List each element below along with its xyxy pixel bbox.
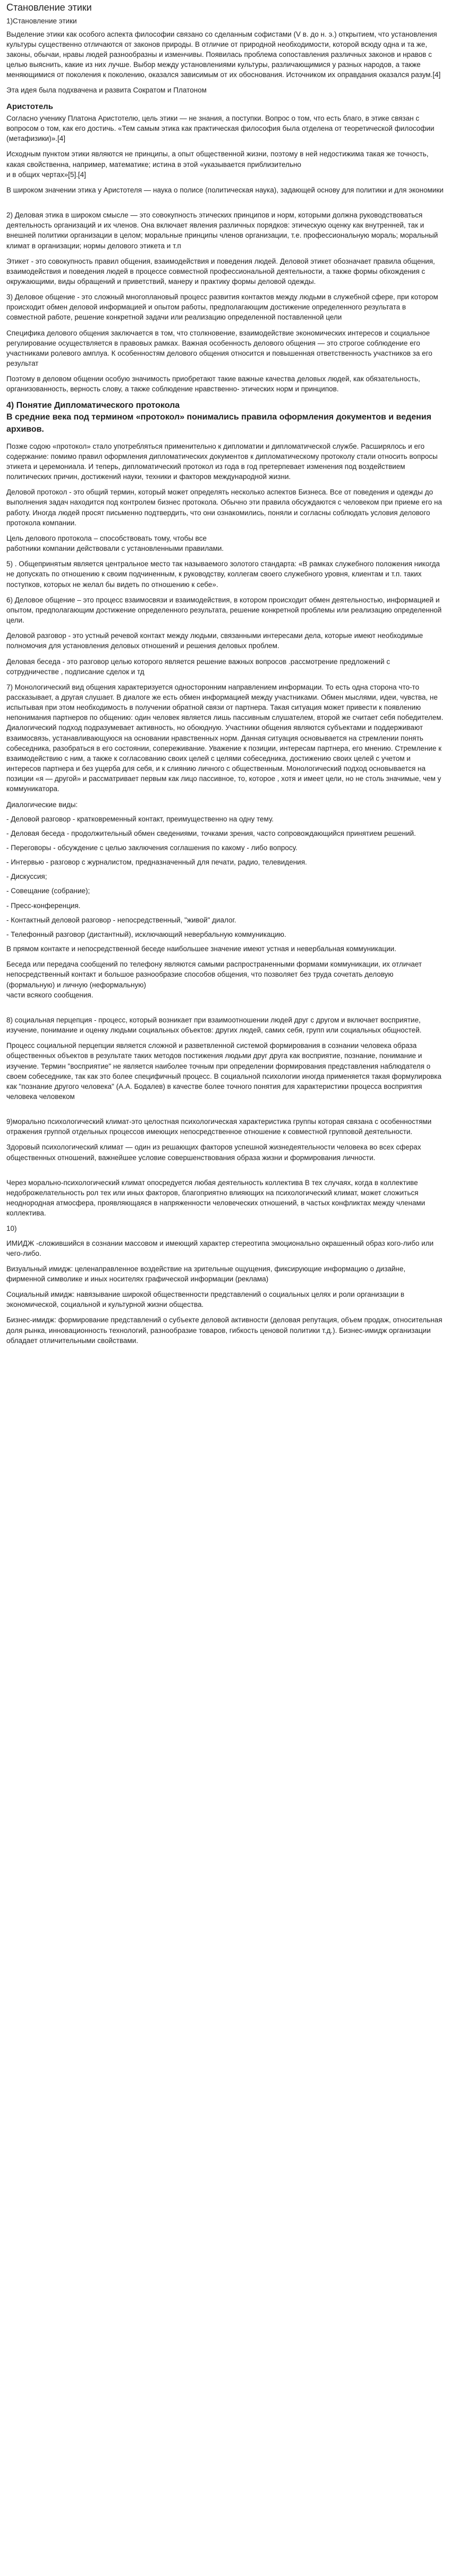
paragraph: Визуальный имидж: целенаправленное воздействие на зрительные ощущения, фиксирующие информацию о дизайне, фирменной символике и иных носителях графической информации (реклама) [6, 1264, 406, 1283]
paragraph: В прямом контакте и непосредственной беседе наибольшее значение имеют устная и невербальная коммуникации. [6, 945, 396, 953]
paragraph: Исходным пунктом этики являются не принципы, а опыт общественной жизни, поэтому в ней недостижима такая же точность, какая свойственна, например, математике; истина в этой «указывается приблизительно и в общих чертах»[5].[4] [6, 150, 429, 179]
list-item: - Телефонный разговор (дистантный), исключающий невербальную коммуникацию. [6, 930, 286, 938]
paragraph: Деловой разговор - это устный речевой контакт между людьми, связанными интересами дела, которые имеют необходимые полномочия для установления деловых отношений и решения деловых проблем. [6, 632, 423, 650]
image-section [6, 1238, 444, 1346]
paragraph: Беседа или передача сообщений по телефону являются самыми распространенными формами коммуникации, их отличает непосредственный контакт и большое разнообразие способов общения, что позволяет без труда сочетать деловую (формальную) и личную (неформальную) части всякого сообщения. [6, 960, 422, 999]
paragraph: Этикет - это совокупность правил общения, взаимодействия и поведения людей. Деловой этикет обозначает правила общения, взаимодействия и поведения людей в процессе совместной профессиональной деятельности, а также формы обхождения с окружающими, виды обращений и приветствий, манеру и практику формы деловой одежды. [6, 257, 435, 286]
paragraph: Деловая беседа - это разговор целью которого является решение важных вопросов .рассмотрение предложений с сотрудничестве , подписание сделок и тд [6, 657, 390, 676]
dialog-heading: Диалогические виды: [6, 800, 78, 809]
business-ethics-section [6, 210, 444, 395]
list-item: - Контактный деловой разговор - непосредственный, "живой" диалог. [6, 916, 236, 924]
paragraph: 9)морально психологический климат-это целостная психологическая характеристика группы которая связана с особенностями отражения группой отдельных процессов имеющих непосредственное отношение к совместной групповой деятельности. [6, 1118, 432, 1136]
perception-section [6, 1015, 444, 1102]
section-4-heading: 4) Понятие Дипломатического протокола [6, 400, 180, 410]
paragraph: ИМИДЖ -сложившийся в сознании массовом и имеющий характер стереотипа эмоционально окрашенный образ кого-либо или чего-либо. [6, 1239, 434, 1257]
list-item: - Дискуссия; [6, 872, 47, 881]
paragraph: Согласно ученику Платона Аристотелю, цель этики — не знания, а поступки. Вопрос о том, что есть благо, в этике связан с вопросом о том, как его достичь. «Тем самым этика как практическая философия была отделена от теоретической философии (метафизики)».[4] [6, 114, 435, 143]
protocol-section [6, 441, 444, 794]
paragraph: 2) Деловая этика в широком смысле — это совокупность этических принципов и норм, которыми должна руководствоваться деятельность организаций и их членов. Она включает явления различных порядков: этическую оценку как внутренней, так и внешней политики организации в целом; моральные принципы членов организации, т.е. профессиональную мораль; моральный климат в организации; нормы делового этикета и т.п [6, 211, 438, 250]
paragraph: 8) социальная перцепция - процесс, который возникает при взаимоотношении людей друг с другом и включает восприятие, изучение, понимание и оценку людьми социальных объектов: других людей, самих себя, групп или социальных общностей. [6, 1016, 422, 1035]
paragraph: Эта идея была подхвачена и развита Сократом и Платоном [6, 86, 207, 95]
page-title: Становление этики [6, 2, 92, 13]
paragraph: 7) Монологический вид общения характеризуется односторонним направлением информации. То есть одна сторона что-то рассказывает, а другая слушает. В диалоге же есть обмен информацией между участниками. Обмен мыслями, идеи, чувства, не испытывая при этом необходимость в получении обратной связи от партнера. Такая ситуация может привести к появлению непонимания партнеров по общению: один человек является лишь пассивным слушателем, второй же считает себя победителем. Диалогический подход подразумевает активность, но обоюдную. Участники общения являются субъектами и поддерживают взаимосвязь, устанавливающуюся на основании нравственных норм. Данная ситуация основывается на стремлении понять собеседника, разобраться в его состоянии, сопереживание. Уважение к позиции, интересам партнера, его мнению. Стремление к взаимодействию с ним, а также к согласованию своих целей с целями собеседника, достижению своих целей с учетом и интересов партнера и без ущерба для себя, и к слиянию личного с общественным. Монологический подход основывается на позиции «я — другой» и рассматривает первым как лицо пассивное, то, которое , хотя и имеет цели, но не столь значимые, чем у коммуникатора. [6, 683, 444, 793]
paragraph: 5) . Общепринятым является центральное место так называемого золотого стандарта: «В рамках служебного положения никогда не допускать по отношению к своим подчиненным, к руководству, коллегам своего служебного уровня, клиентам и т.п. таких поступков, которых не желал бы видеть по отношению к себе». [6, 560, 440, 589]
section-4-subheading: В средние века под термином «протокол» понимались правила оформления документов и ведения архивов. [6, 413, 431, 434]
aristotle-heading: Аристотель [6, 102, 53, 111]
paragraph: 3) Деловое общение - это сложный многоплановый процесс развития контактов между людьми в служебной сфере, при котором происходит обмен деловой информацией и опытом работы, предполагающим достижение определенного результата в совместной работе, решение конкретной задачи или реализацию определенной поставленной цели [6, 293, 438, 322]
paragraph: Здоровый психологический климат — один из решающих факторов успешной жизнедеятельности человека во всех сферах общественных отношений, важнейшее условие совершенствования образа жизни и формирования личности. [6, 1143, 421, 1162]
dialog-list [6, 814, 444, 939]
section-1-heading: 1)Становление этики [6, 16, 77, 25]
paragraph: Бизнес-имидж: формирование представлений о субъекте деловой активности (деловая репутация, объем продаж, относительная доля рынка, инновационность технологий, разнообразие товаров, гибкость ценовой политики т.д.). Бизнес-имидж организации обладает отличительными свойствами. [6, 1316, 443, 1345]
paragraph: Выделение этики как особого аспекта философии связано со сделанным софистами (V в. до н. э.) открытием, что установления культуры существенно отличаются от законов природы. В отличие от природной необходимости, которой всюду одна и та же, законы, обычаи, нравы людей разнообразны и изменчивы. Появилась проблема сопоставления различных законов и нравов с целью выяснить, какие из них лучше. Выбор между установлениями культуры, различающимися у разных народов, а также меняющимися от поколения к поколению, оказался зависимым от их обоснования. Источником их оправдания оказался разум.[4] [6, 30, 441, 79]
paragraph: Деловой протокол - это общий термин, который может определять несколько аспектов Бизнеса. Все от поведения и одежды до выполнения задач находится под контролем бизнес протокола. Обычно эти правила обсуждаются с человеком при приеме его на работу. Иногда людей просят письменно подтвердить, что они ознакомились, поняли и согласны соблюдать условия делового протокола компании. [6, 488, 442, 527]
paragraph: Цель делового протокола – способствовать тому, чтобы все работники компании действовали с установленными правилами. [6, 534, 224, 553]
paragraph: Социальный имидж: навязывание широкой общественности представлений о социальных целях и роли организации в экономической, социальной и культурной жизни общества. [6, 1290, 405, 1309]
list-item: - Интервью - разговор с журналистом, предназначенный для печати, радио, телевидения. [6, 858, 307, 867]
paragraph: Процесс социальной перцепции является сложной и разветвленной системой формирования в сознании человека образа общественных объектов в результате таких методов постижения людьми друг друга как восприятие, познание, понимание и изучение. Термин "восприятие" не является наиболее точным при определении формирования представления наблюдателя о своем собеседнике, так как это более специфичный процесс. В социальной психологии иногда применяется такая формулировка как "познание другого человека" (А.А. Бодалев) в качестве более точного понятия для характеристики процесса восприятия человека человеком [6, 1042, 441, 1101]
list-item: - Переговоры - обсуждение с целью заключения соглашения по какому - либо вопросу. [6, 844, 298, 852]
paragraph: Позже содою «протокол» стало употребляться применительно к дипломатии и дипломатической службе. Расширялось и его содержание: помимо правил оформления дипломатических документов к дипломатическому протоколу стали относить вопросы этикета и церемониала. И теперь, дипломатический протокол из года в год претерпевает изменения под воздействием политических причин, достижений науки, техники и факторов международной жизни. [6, 442, 438, 481]
paragraph: Специфика делового общения заключается в том, что столкновение, взаимодействие экономических интересов и социальное регулирование осуществляется в правовых рамках. Важная особенность делового общения — это строгое соблюдение его участниками ролевого амплуа. К особенностям делового общения относится и повышенная ответственность участников за его результат [6, 329, 432, 368]
intro-section [6, 29, 444, 96]
document-page [0, 1, 450, 1367]
list-item: - Деловая беседа - продолжительный обмен сведениями, точками зрения, часто сопровождающийся принятием решений. [6, 829, 416, 837]
paragraph: 6) Деловое общение – это процесс взаимосвязи и взаимодействия, в котором происходит обмен деятельностью, информацией и опытом, предполагающим достижение определенного результата, решение конкретной проблемы или реализацию определенной цели. [6, 595, 442, 625]
paragraph: Через морально-психологический климат опосредуется любая деятельность коллектива В тех случаях, когда в коллективе недоброжелательность рол тех или иных факторов, благоприятно влияющих на психологический климат, может сложиться неоднородная атмосфера, проявляющаяся в напряженности человеческих отношений, в частых конфликтах между членами коллектива. [6, 1178, 426, 1218]
collective-section [6, 1178, 444, 1219]
paragraph: Поэтому в деловом общении особую значимость приобретают такие важные качества деловых людей, как обязательность, организованность, верность слову, а также соблюдение нравственно- этических норм и принципов. [6, 375, 420, 393]
climate-section [6, 1117, 444, 1163]
list-item: - Пресс-конференция. [6, 901, 81, 910]
paragraph: В широком значении этика у Аристотеля — наука о полисе (политическая наука), задающей основу для политики и для экономики [6, 186, 444, 194]
communication-section [6, 944, 444, 1000]
aristotle-section [6, 113, 444, 195]
list-item: - Деловой разговор - кратковременный контакт, преимущественно на одну тему. [6, 815, 274, 823]
list-item: - Совещание (собрание); [6, 887, 90, 895]
section-10-number: 10) [6, 1224, 17, 1233]
